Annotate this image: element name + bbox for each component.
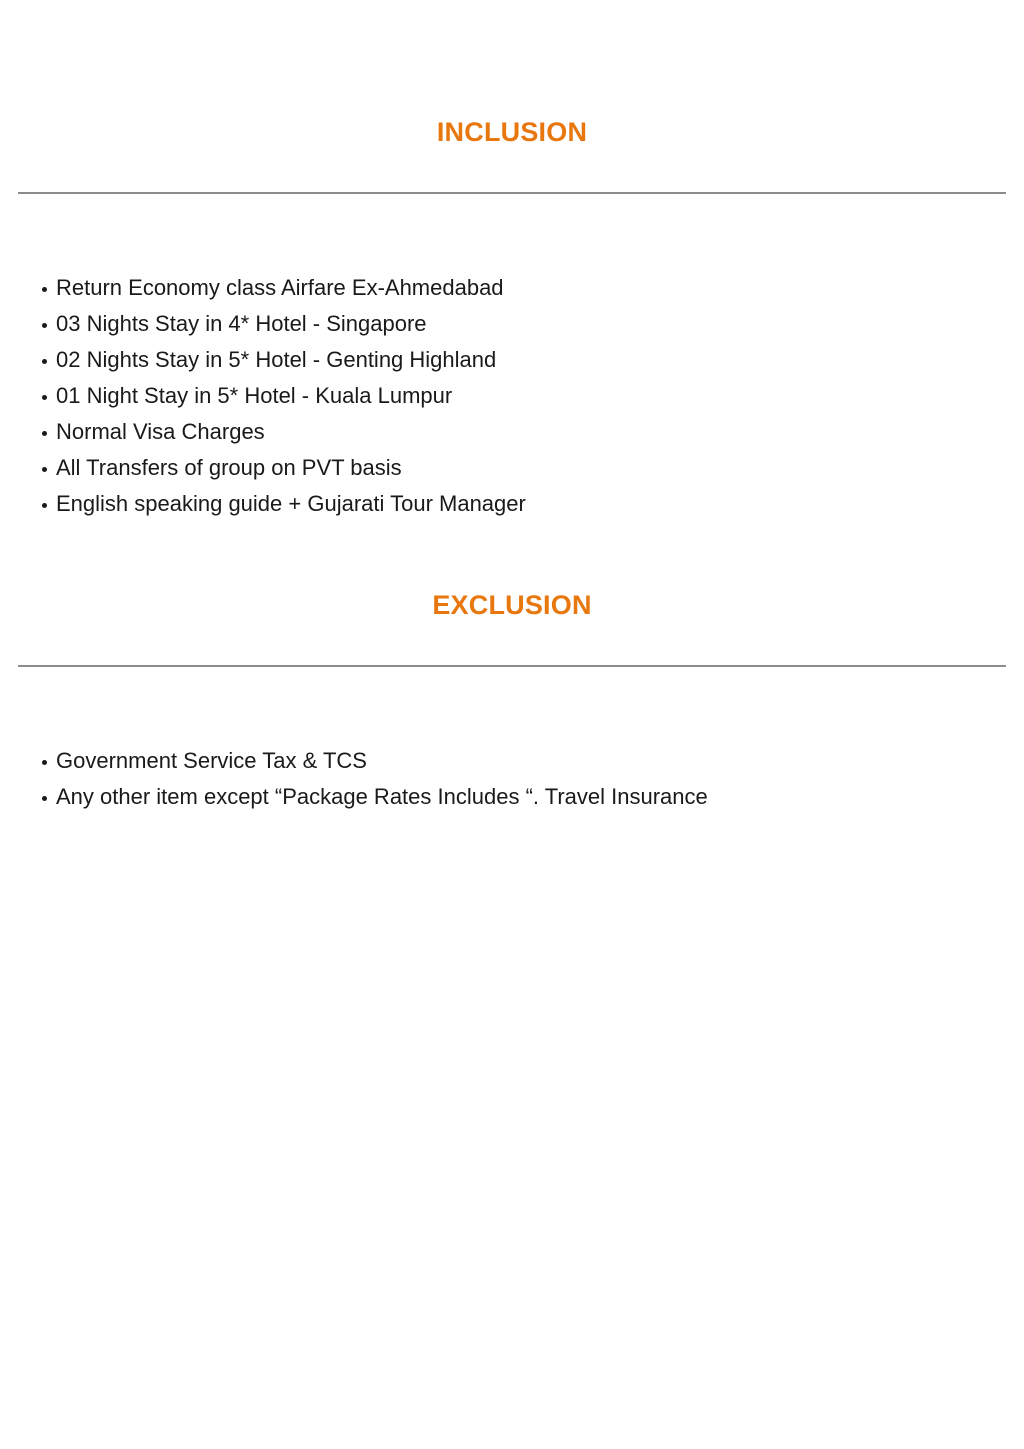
list-item-text: 03 Nights Stay in 4* Hotel - Singapore bbox=[56, 311, 427, 336]
bullet-icon bbox=[42, 323, 47, 328]
list-item bbox=[42, 306, 526, 342]
list-item bbox=[42, 378, 526, 414]
inclusion-title: INCLUSION bbox=[436, 117, 588, 147]
list-item bbox=[42, 414, 526, 450]
exclusion-divider bbox=[18, 665, 1006, 667]
list-item-text: Normal Visa Charges bbox=[56, 419, 265, 444]
list-item bbox=[42, 342, 526, 378]
list-item-text: English speaking guide + Gujarati Tour Manager bbox=[56, 491, 526, 516]
list-item bbox=[42, 450, 526, 486]
list-item-text: 01 Night Stay in 5* Hotel - Kuala Lumpur bbox=[56, 383, 453, 408]
bullet-icon bbox=[42, 395, 47, 400]
bullet-icon bbox=[42, 503, 47, 508]
inclusion-divider bbox=[18, 192, 1006, 194]
bullet-icon bbox=[42, 760, 47, 765]
list-item-text: Government Service Tax & TCS bbox=[56, 748, 367, 773]
list-item bbox=[42, 779, 708, 815]
list-item-text: Return Economy class Airfare Ex-Ahmedabad bbox=[56, 275, 504, 300]
bullet-icon bbox=[42, 796, 47, 801]
list-item-text: All Transfers of group on PVT basis bbox=[56, 455, 402, 480]
list-item-text: Any other item except “Package Rates Includes “. Travel Insurance bbox=[56, 784, 708, 809]
list-item bbox=[42, 486, 526, 522]
bullet-icon bbox=[42, 359, 47, 364]
exclusion-list bbox=[42, 743, 708, 815]
inclusion-list bbox=[42, 270, 526, 522]
list-item bbox=[42, 270, 526, 306]
bullet-icon bbox=[42, 467, 47, 472]
list-item bbox=[42, 743, 708, 779]
list-item-text: 02 Nights Stay in 5* Hotel - Genting Highland bbox=[56, 347, 497, 372]
bullet-icon bbox=[42, 431, 47, 436]
bullet-icon bbox=[42, 287, 47, 292]
exclusion-title: EXCLUSION bbox=[432, 590, 592, 620]
